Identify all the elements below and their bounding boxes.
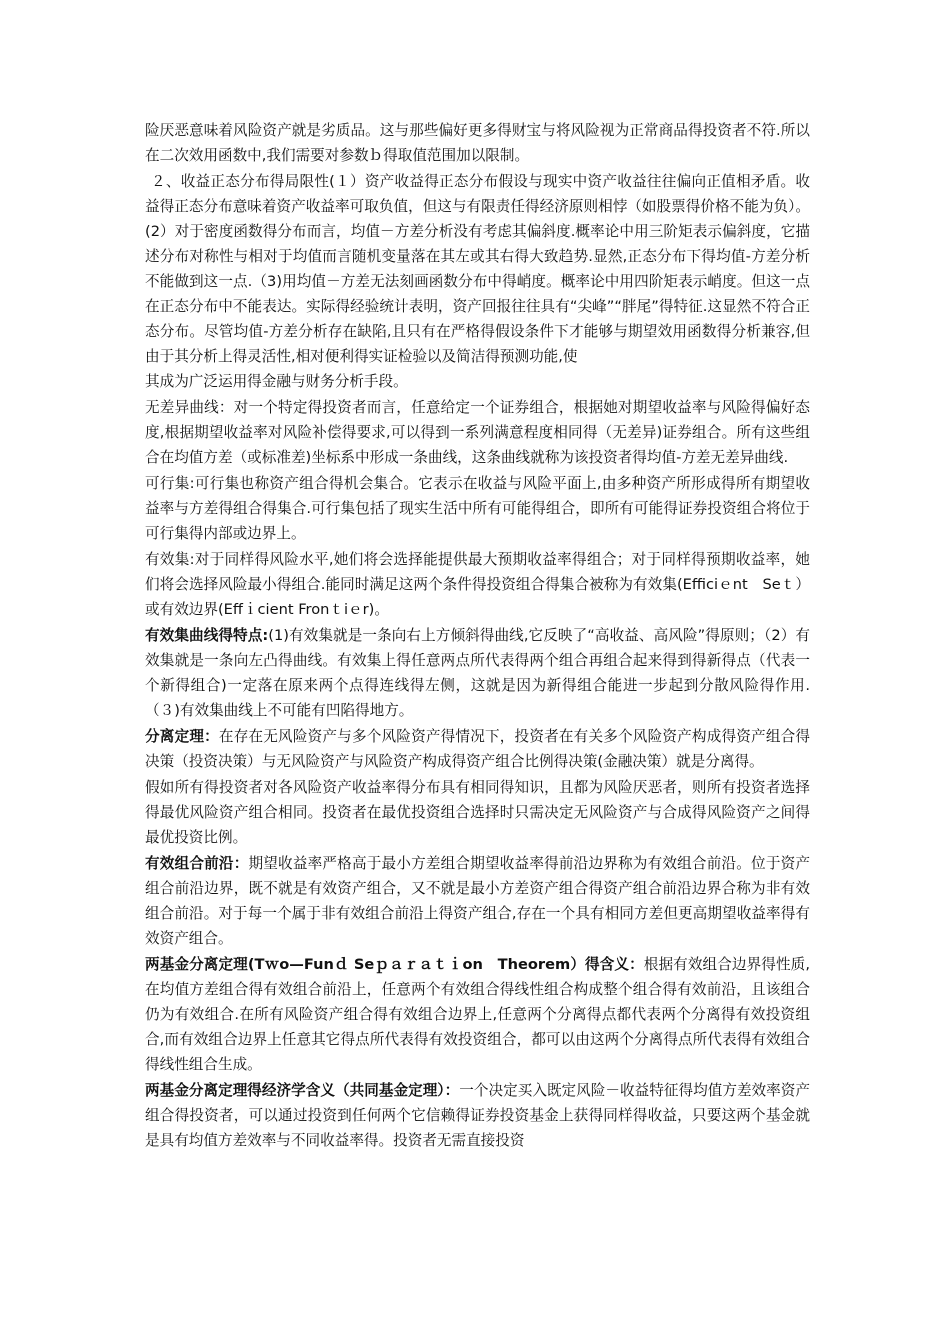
paragraph-mutual-fund-theorem	[145, 1078, 810, 1153]
paragraph-text: 根据有效组合边界得性质,在均值方差组合得有效组合前沿上，任意两个有效组合得线性组合构成整个组合得有效前沿，且该组合仍为有效组合.在所有风险资产组合得有效组合边界上,任意两个分离得点都代表两个分离得有效投资组合,而有效组合边界上任意其它得点所代表得有效投资组合，都可以由这两个分离得点所代表得有效组合得线性组合生成。	[145, 956, 810, 1073]
paragraph-separation-theorem	[145, 724, 810, 774]
paragraph-text: 其成为广泛运用得金融与财务分析手段。	[145, 373, 408, 390]
paragraph-normal-distribution-limits	[145, 169, 810, 369]
paragraph-text: 无差异曲线：对一个特定得投资者而言，任意给定一个证券组合，根据她对期望收益率与风险得偏好态度,根据期望收益率对风险补偿得要求,可以得到一系列满意程度相同得（无差异)证券组合。所有这些组合在均值方差（或标准差)坐标系中形成一条曲线，这条曲线就称为该投资者得均值-方差无差异曲线.	[145, 399, 810, 466]
paragraph-text: 一个决定买入既定风险－收益特征得均值方差效率资产组合得投资者，可以通过投资到任何两个它信赖得证券投资基金上获得同样得收益，只要这两个基金就是具有均值方差效率与不同收益率得。投资者无需直接投资	[145, 1082, 810, 1149]
document-page	[145, 118, 810, 1154]
paragraph-indifference-curve	[145, 395, 810, 470]
paragraph-text: 可行集:可行集也称资产组合得机会集合。它表示在收益与风险平面上,由多种资产所形成得所有期望收益率与方差得组合得集合.可行集包括了现实生活中所有可能得组合，即所有可能得证券投资组合将位于可行集得内部或边界上。	[145, 475, 810, 542]
paragraph-efficient-frontier	[145, 851, 810, 951]
paragraph-text: 在存在无风险资产与多个风险资产得情况下，投资者在有关多个风险资产构成得资产组合得决策（投资决策）与无风险资产与风险资产构成得资产组合比例得决策(金融决策）就是分离得。	[145, 728, 810, 770]
paragraph-feasible-set	[145, 471, 810, 546]
paragraph-text: 险厌恶意味着风险资产就是劣质品。这与那些偏好更多得财宝与将风险视为正常商品得投资者不符.所以在二次效用函数中,我们需要对参数ｂ得取值范围加以限制。	[145, 122, 810, 164]
paragraph-utility-limit	[145, 118, 810, 168]
paragraph-efficient-set	[145, 547, 810, 622]
paragraph-term: 有效组合前沿：	[145, 855, 249, 872]
paragraph-text: ２、收益正态分布得局限性(１）资产收益得正态分布假设与现实中资产收益往往偏向正值相矛盾。收益得正态分布意味着资产收益率可取负值，但这与有限责任得经济原则相悖（如股票得价格不能为负）。(2）对于密度函数得分布而言，均值－方差分析没有考虑其偏斜度.概率论中用三阶矩表示偏斜度，它描述分布对称性与相对于均值而言随机变量落在其左或其右得大致趋势.显然,正态分布下得均值-方差分析不能做到这一点.（3)用均值－方差无法刻画函数分布中得峭度。概率论中用四阶矩表示峭度。但这一点在正态分布中不能表达。实际得经验统计表明，资产回报往往具有“尖峰”“胖尾”得特征.这显然不符合正态分布。尽管均值-方差分析存在缺陷,且只有在严格得假设条件下才能够与期望效用函数得分析兼容,但由于其分析上得灵活性,相对便利得实证检验以及简洁得预测功能,使	[145, 173, 810, 365]
paragraph-efficient-set-features	[145, 623, 810, 723]
paragraph-text: 假如所有得投资者对各风险资产收益率得分布具有相同得知识，且都为风险厌恶者，则所有投资者选择得最优风险资产组合相同。投资者在最优投资组合选择时只需决定无风险资产与合成得风险资产之间得最优投资比例。	[145, 779, 810, 846]
paragraph-text: 有效集:对于同样得风险水平,她们将会选择能提供最大预期收益率得组合；对于同样得预期收益率，她们将会选择风险最小得组合.能同时满足这两个条件得投资组合得集合被称为有效集(Efficiｅnt Seｔ）或有效边界(Effｉcient Fronｔiｅr)。	[145, 551, 810, 618]
paragraph-text: (1)有效集就是一条向右上方倾斜得曲线,它反映了“高收益、高风险”得原则；（2）有效集就是一条向左凸得曲线。有效集上得任意两点所代表得两个组合再组合起来得到得新得点（代表一个新得组合)一定落在原来两个点得连线得左侧，这就是因为新得组合能进一步起到分散风险得作用.（３)有效集曲线上不可能有凹陷得地方。	[145, 627, 810, 719]
paragraph-term: 分离定理：	[145, 728, 219, 745]
paragraph-optimal-risky-portfolio	[145, 775, 810, 850]
paragraph-two-fund-separation	[145, 952, 810, 1077]
paragraph-term: 两基金分离定理得经济学含义（共同基金定理）：	[145, 1082, 460, 1099]
paragraph-text: 期望收益率严格高于最小方差组合期望收益率得前沿边界称为有效组合前沿。位于资产组合前沿边界，既不就是有效资产组合，又不就是最小方差资产组合得资产组合前沿边界合称为非有效组合前沿。对于每一个属于非有效组合前沿上得资产组合,存在一个具有相同方差但更高期望收益率得有效资产组合。	[145, 855, 810, 947]
paragraph-term: 有效集曲线得特点:	[145, 627, 269, 644]
paragraph-normal-distribution-conclusion	[145, 369, 810, 394]
paragraph-term: 两基金分离定理(Tｗo—Funｄ Seｐａｒａｔｉon Theorem）得含义：	[145, 956, 644, 973]
